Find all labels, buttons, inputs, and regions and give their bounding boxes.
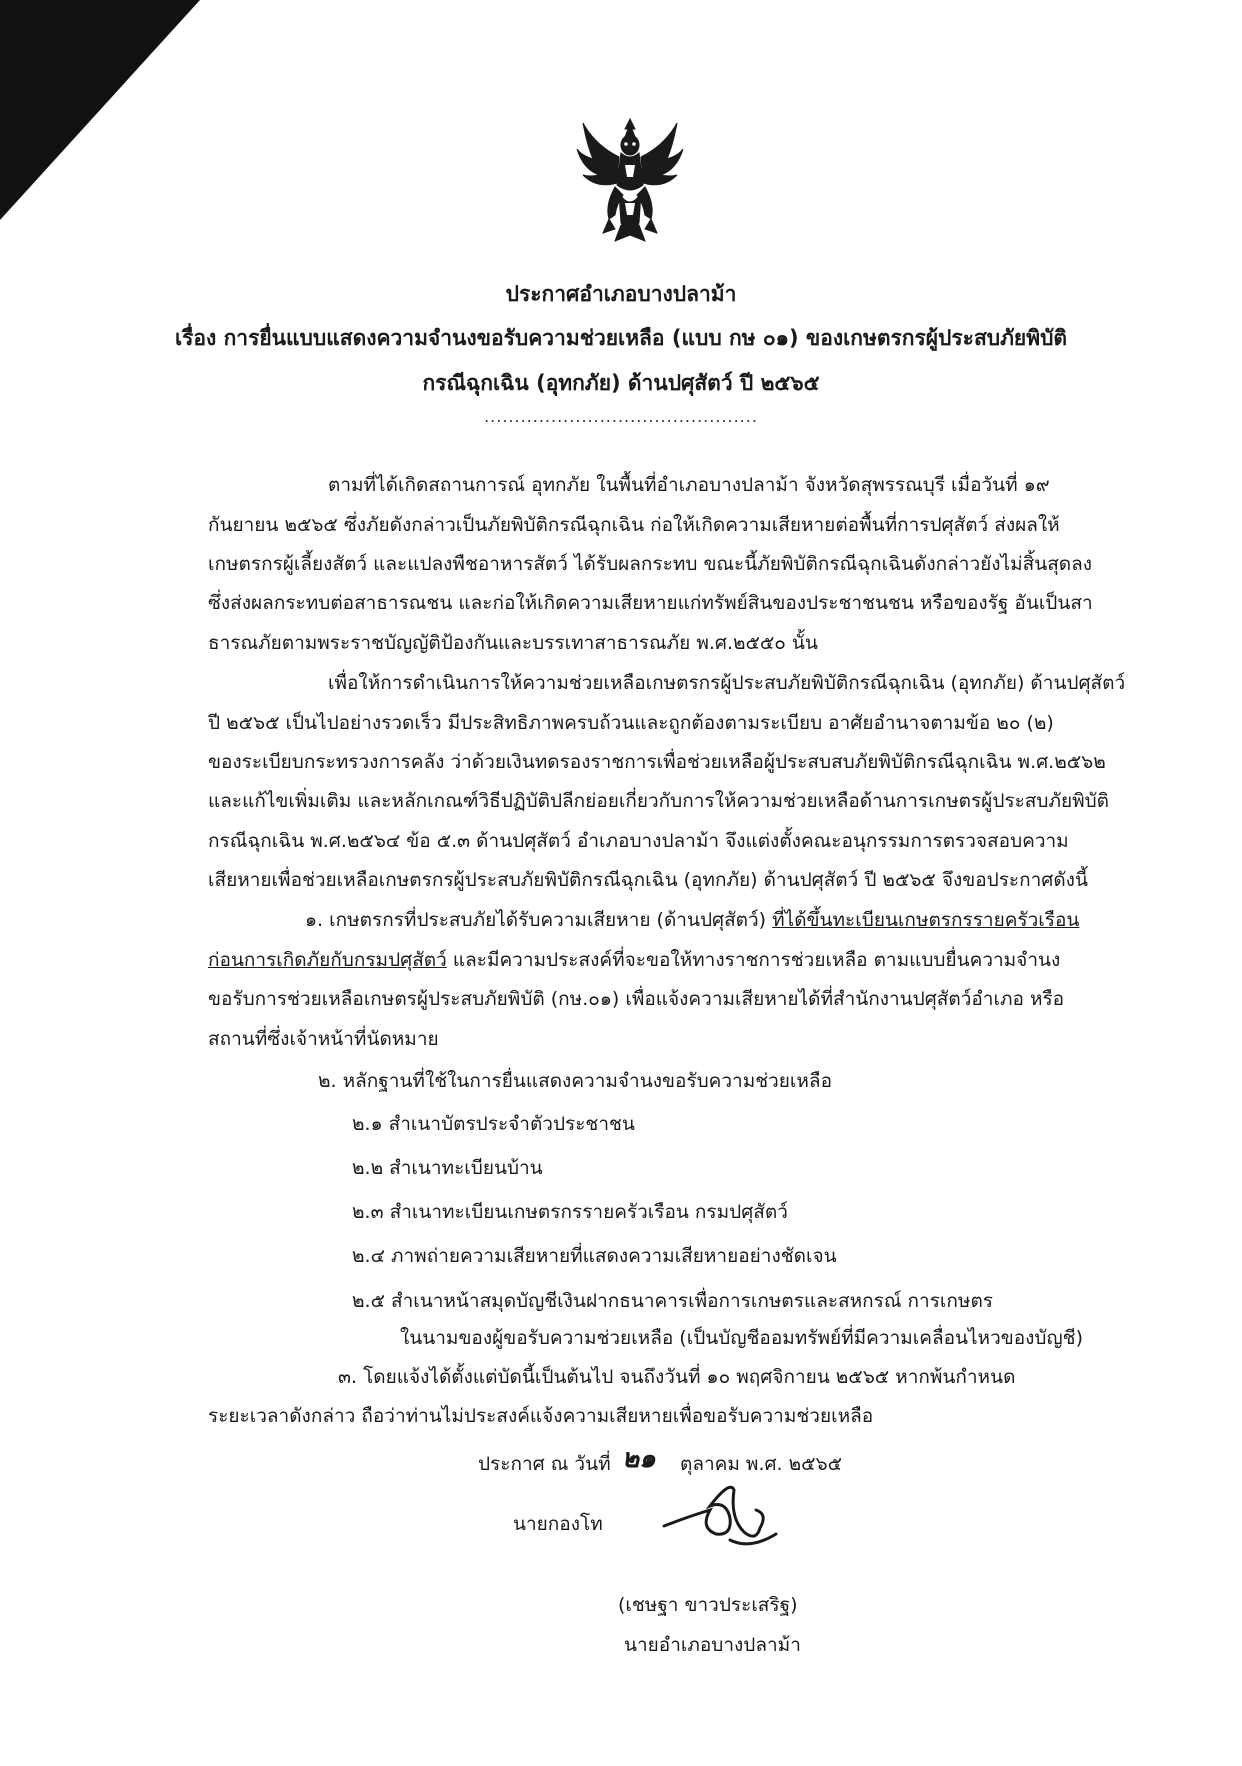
signer-name: (เชษฐา ขาวประเสริฐ): [618, 1594, 798, 1616]
scan-corner-shadow: [0, 0, 200, 220]
p1-line-2: กันยายน ๒๕๖๕ ซึ่งภัยดังกล่าวเป็นภัยพิบัติกรณีฉุกเฉิน ก่อให้เกิดความเสียหายต่อพื้นที่การปศุสัตว์ ส่งผลให้: [208, 514, 1060, 536]
item1-underlined-text-2: ก่อนการเกิดภัยกับกรมปศุสัตว์: [208, 949, 447, 971]
item3-line-1: ๓. โดยแจ้งได้ตั้งแต่บัดนี้เป็นต้นไป จนถึงวันที่ ๑๐ พฤศจิกายน ๒๕๖๕ หากพ้นกำหนด: [338, 1366, 1016, 1388]
subject-line-1: เรื่อง การยื่นแบบแสดงความจำนงขอรับความช่วยเหลือ (แบบ กษ ๐๑) ของเกษตรกรผู้ประสบภัยพิบัติ: [174, 326, 1068, 350]
signer-position: นายอำเภอบางปลาม้า: [624, 1634, 801, 1656]
item2-heading: ๒. หลักฐานที่ใช้ในการยื่นแสดงความจำนงขอรับความช่วยเหลือ: [318, 1070, 832, 1092]
item2-5: ๒.๕ สำเนาหน้าสมุดบัญชีเงินฝากธนาคารเพื่อการเกษตรและสหกรณ์ การเกษตร: [352, 1290, 993, 1312]
garuda-emblem-icon: [575, 115, 685, 245]
item1-line-4: สถานที่ซึ่งเจ้าหน้าที่นัดหมาย: [208, 1028, 439, 1050]
p1-line-5: ธารณภัยตามพระราชบัญญัติป้องกันและบรรเทาสาธารณภัย พ.ศ.๒๕๕๐ นั้น: [208, 632, 818, 654]
p2-line-5: กรณีฉุกเฉิน พ.ศ.๒๕๖๔ ข้อ ๕.๓ ด้านปศุสัตว์ อำเภอบางปลาม้า จึงแต่งตั้งคณะอนุกรรมการตรวจสอบความ: [208, 830, 1069, 852]
announce-day-handwritten: ๒๑: [622, 1444, 656, 1474]
separator: .............................................: [484, 407, 758, 426]
p2-line-1: เพื่อให้การดำเนินการให้ความช่วยเหลือเกษตรกรผู้ประสบภัยพิบัติกรณีฉุกเฉิน (อุทกภัย) ด้านปศุสัตว์: [328, 672, 1126, 694]
item1-text-2: และมีความประสงค์ที่จะขอให้ทางราชการช่วยเหลือ ตามแบบยื่นความจำนง: [446, 949, 1061, 971]
item2-2: ๒.๒ สำเนาทะเบียนบ้าน: [352, 1157, 543, 1179]
item3-line-2: ระยะเวลาดังกล่าว ถือว่าท่านไม่ประสงค์แจ้งความเสียหายเพื่อขอรับความช่วยเหลือ: [208, 1405, 874, 1427]
announce-label: ประกาศ ณ วันที่: [478, 1453, 611, 1475]
p2-line-3: ของระเบียบกระทรวงการคลัง ว่าด้วยเงินทดรองราชการเพื่อช่วยเหลือผู้ประสบสบภัยพิบัติกรณีฉุกเฉิน พ.ศ.๒๕๖๒: [208, 751, 1106, 773]
p1-line-1: ตามที่ได้เกิดสถานการณ์ อุทกภัย ในพื้นที่อำเภอบางปลาม้า จังหวัดสุพรรณบุรี เมื่อวันที่ ๑๙: [328, 474, 1050, 496]
p1-line-4: ซึ่งส่งผลกระทบต่อสาธารณชน และก่อให้เกิดความเสียหายแก่ทรัพย์สินของประชาชนชน หรือของรัฐ อันเป็นสา: [208, 592, 1093, 614]
item1-line-1: [305, 909, 1079, 932]
item2-1: ๒.๑ สำเนาบัตรประจำตัวประชาชน: [352, 1113, 635, 1135]
item1-text: ๑. เกษตรกรที่ประสบภัยได้รับความเสียหาย (ด้านปศุสัตว์): [305, 909, 773, 931]
p2-line-6: เสียหายเพื่อช่วยเหลือเกษตรกรผู้ประสบภัยพิบัติกรณีฉุกเฉิน (อุทกภัย) ด้านปศุสัตว์ ปี ๒๕๖๕ จึงขอประกาศดังนี้: [208, 869, 1088, 891]
item1-line-2: [208, 949, 1060, 972]
issuer-title: ประกาศอำเภอบางปลาม้า: [505, 282, 737, 306]
item1-line-3: ขอรับการช่วยเหลือเกษตรผู้ประสบภัยพิบัติ (กษ.๐๑) เพื่อแจ้งความเสียหายได้ที่สำนักงานปศุสัตว์อำเภอ หรือ: [208, 988, 1065, 1010]
signature-icon: [660, 1470, 780, 1580]
announce-date: ตุลาคม พ.ศ. ๒๕๖๕: [680, 1453, 842, 1475]
p2-line-4: และแก้ไขเพิ่มเติม และหลักเกณฑ์วิธีปฏิบัติปลีกย่อยเกี่ยวกับการให้ความช่วยเหลือด้านการเกษตรผู้ประสบภัยพิบัติ: [208, 790, 1110, 812]
p2-line-2: ปี ๒๕๖๕ เป็นไปอย่างรวดเร็ว มีประสิทธิภาพครบถ้วนและถูกต้องตามระเบียบ อาศัยอำนาจตามข้อ ๒๐ (๒): [208, 712, 1054, 734]
subject-line-2: กรณีฉุกเฉิน (อุทกภัย) ด้านปศุสัตว์ ปี ๒๕๖๕: [422, 371, 820, 395]
item2-5-continued: ในนามของผู้ขอรับความช่วยเหลือ (เป็นบัญชีออมทรัพย์ที่มีความเคลื่อนไหวของบัญชี): [400, 1327, 1083, 1349]
item2-3: ๒.๓ สำเนาทะเบียนเกษตรกรรายครัวเรือน กรมปศุสัตว์: [352, 1201, 788, 1223]
item1-underlined-text: ที่ได้ขึ้นทะเบียนเกษตรกรรายครัวเรือน: [772, 909, 1080, 931]
p1-line-3: เกษตรกรผู้เลี้ยงสัตว์ และแปลงพืชอาหารสัตว์ ได้รับผลกระทบ ขณะนี้ภัยพิบัติกรณีฉุกเฉินดังกล่าวยังไม่สิ้นสุดลง: [208, 553, 1093, 575]
signer-rank: นายกองโท: [513, 1513, 603, 1535]
item2-4: ๒.๔ ภาพถ่ายความเสียหายที่แสดงความเสียหายอย่างชัดเจน: [352, 1245, 837, 1267]
